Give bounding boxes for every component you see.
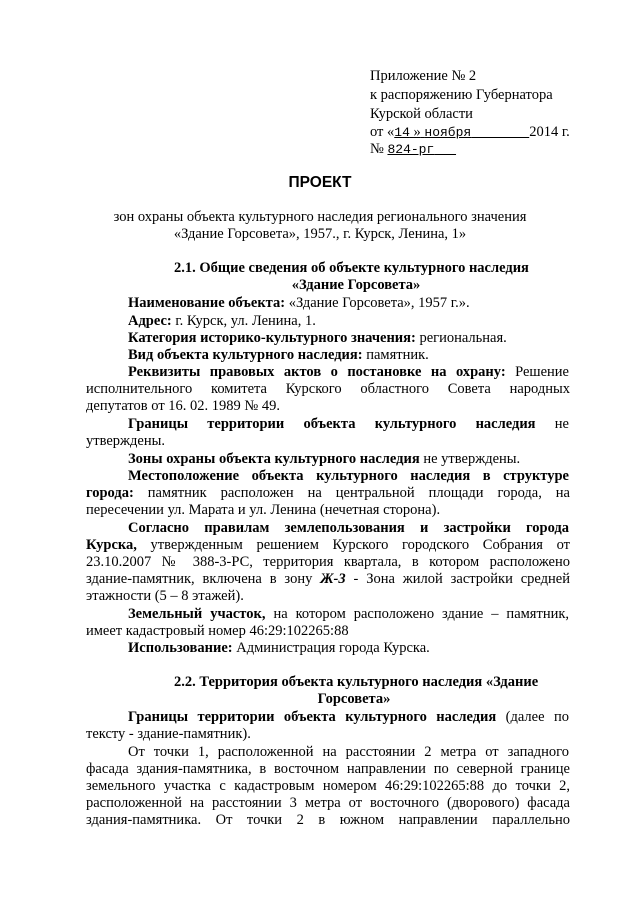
date-prefix: от «: [370, 124, 395, 140]
rules-value-2: утвержденным решением Курского городского Собрания от: [136, 537, 570, 553]
plot-label: Земельный участок,: [128, 606, 266, 622]
plot-line-1: [128, 606, 569, 623]
zone-code: Ж-3: [320, 571, 346, 587]
section2-heading-line-2: Горсовета»: [317, 691, 391, 707]
section2-heading-line-1: 2.2. Территория объекта культурного наследия «Здание: [174, 674, 539, 690]
rules-line-2: [86, 537, 570, 554]
appendix-date: [370, 124, 570, 141]
location-line-1: Местоположение объекта культурного наследия в структуре: [128, 468, 569, 484]
location-label-2: города:: [86, 485, 134, 501]
zones-value: не утверждены.: [419, 451, 521, 467]
rules-line-1: Согласно правилам землепользования и застройки города: [128, 520, 569, 536]
location-value-2: памятник расположен на центральной площади города, на: [133, 485, 570, 501]
rules-line-5: этажности (5 – 8 этажей).: [86, 588, 244, 604]
date-year: 2014 г.: [529, 124, 570, 140]
date-month: ноября: [424, 125, 472, 140]
object-address: [128, 313, 316, 330]
category-value: региональная.: [415, 330, 507, 346]
date-day: 14: [394, 125, 410, 140]
zones-label: Зоны охраны объекта культурного наследия: [128, 451, 420, 467]
address-value: г. Курск, ул. Ленина, 1.: [171, 313, 316, 329]
object-type: [128, 347, 429, 364]
date-mid: »: [413, 124, 421, 140]
appendix-line-3: Курской области: [370, 106, 473, 122]
paragraph-line-3: земельного участка с кадастровым номером 46:29:102265:88 до точки 2,: [86, 778, 570, 794]
paragraph-line-2: фасада здания-памятника, в восточном направлении по северной границе: [86, 761, 570, 777]
section2-bounds-label: Границы территории объекта культурного наследия: [128, 709, 497, 725]
plot-value: на котором расположено здание – памятник,: [265, 606, 570, 622]
rules-line-4: [86, 571, 570, 588]
object-name-value: «Здание Горсовета», 1957 г.».: [285, 295, 470, 311]
location-line-2: [86, 485, 570, 502]
appendix-line-2: к распоряжению Губернатора: [370, 87, 553, 103]
number-prefix: №: [370, 141, 384, 157]
paragraph-line-4: расположенной на расстоянии 3 метра от восточного (дворового) фасада: [86, 795, 570, 811]
rules-line-3: 23.10.2007 № 388-3-РС, территория квартала, в котором расположено: [86, 554, 570, 570]
section2-bounds-value: (далее по: [496, 709, 569, 725]
zones: [128, 451, 520, 468]
paragraph-line-5: здания-памятника. От точки 2 в южном направлении параллельно: [86, 812, 570, 828]
object-category: [128, 330, 507, 347]
requisites-line-1: [128, 364, 569, 381]
type-label: Вид объекта культурного наследия:: [128, 347, 363, 363]
address-label: Адрес:: [128, 313, 172, 329]
object-name-label: Наименование объекта:: [128, 295, 286, 311]
location-line-3: пересечении ул. Марата и ул. Ленина (нечетная сторона).: [86, 502, 441, 518]
requisites-label: Реквизиты правовых актов о постановке на охрану:: [128, 364, 506, 380]
bounds-value: не: [554, 416, 569, 432]
rules-label-2: Курска,: [86, 537, 137, 553]
paragraph-line-1: От точки 1, расположенной на расстоянии 2 метра от западного: [128, 744, 569, 760]
document-title: ПРОЕКТ: [288, 174, 352, 191]
appendix-line-1: Приложение № 2: [370, 68, 477, 84]
subtitle-line-1: зон охраны объекта культурного наследия регионального значения: [113, 209, 527, 225]
number-value: 824-рг: [387, 142, 435, 157]
usage-value: Администрация города Курска.: [232, 640, 430, 656]
bounds-line-1: [128, 416, 569, 433]
bounds-line-2: утверждены.: [86, 433, 165, 449]
type-value: памятник.: [362, 347, 429, 363]
section2-bounds-line-1: [128, 709, 569, 726]
requisites-line-2: исполнительного комитета Курского областного Совета народных: [86, 381, 570, 397]
usage: [128, 640, 430, 657]
section2-bounds-line-2: тексту - здание-памятник).: [86, 726, 251, 742]
category-label: Категория историко-культурного значения:: [128, 330, 416, 346]
rules-line-4-a: здание-памятник, включена в зону: [86, 571, 321, 587]
object-name: [128, 295, 470, 312]
appendix-number: [370, 141, 456, 158]
requisites-value: Решение: [505, 364, 569, 380]
plot-line-2: имеет кадастровый номер 46:29:102265:88: [86, 623, 349, 639]
subtitle-line-2: «Здание Горсовета», 1957., г. Курск, Ленина, 1»: [173, 226, 467, 242]
requisites-line-3: депутатов от 16. 02. 1989 № 49.: [86, 398, 280, 414]
section1-heading-line-1: 2.1. Общие сведения об объекте культурного наследия: [174, 260, 529, 276]
section1-heading-line-2: «Здание Горсовета»: [291, 277, 421, 293]
bounds-label: Границы территории объекта культурного наследия: [128, 416, 536, 432]
rules-line-4-c: - Зона жилой застройки средней: [345, 571, 570, 587]
usage-label: Использование:: [128, 640, 233, 656]
